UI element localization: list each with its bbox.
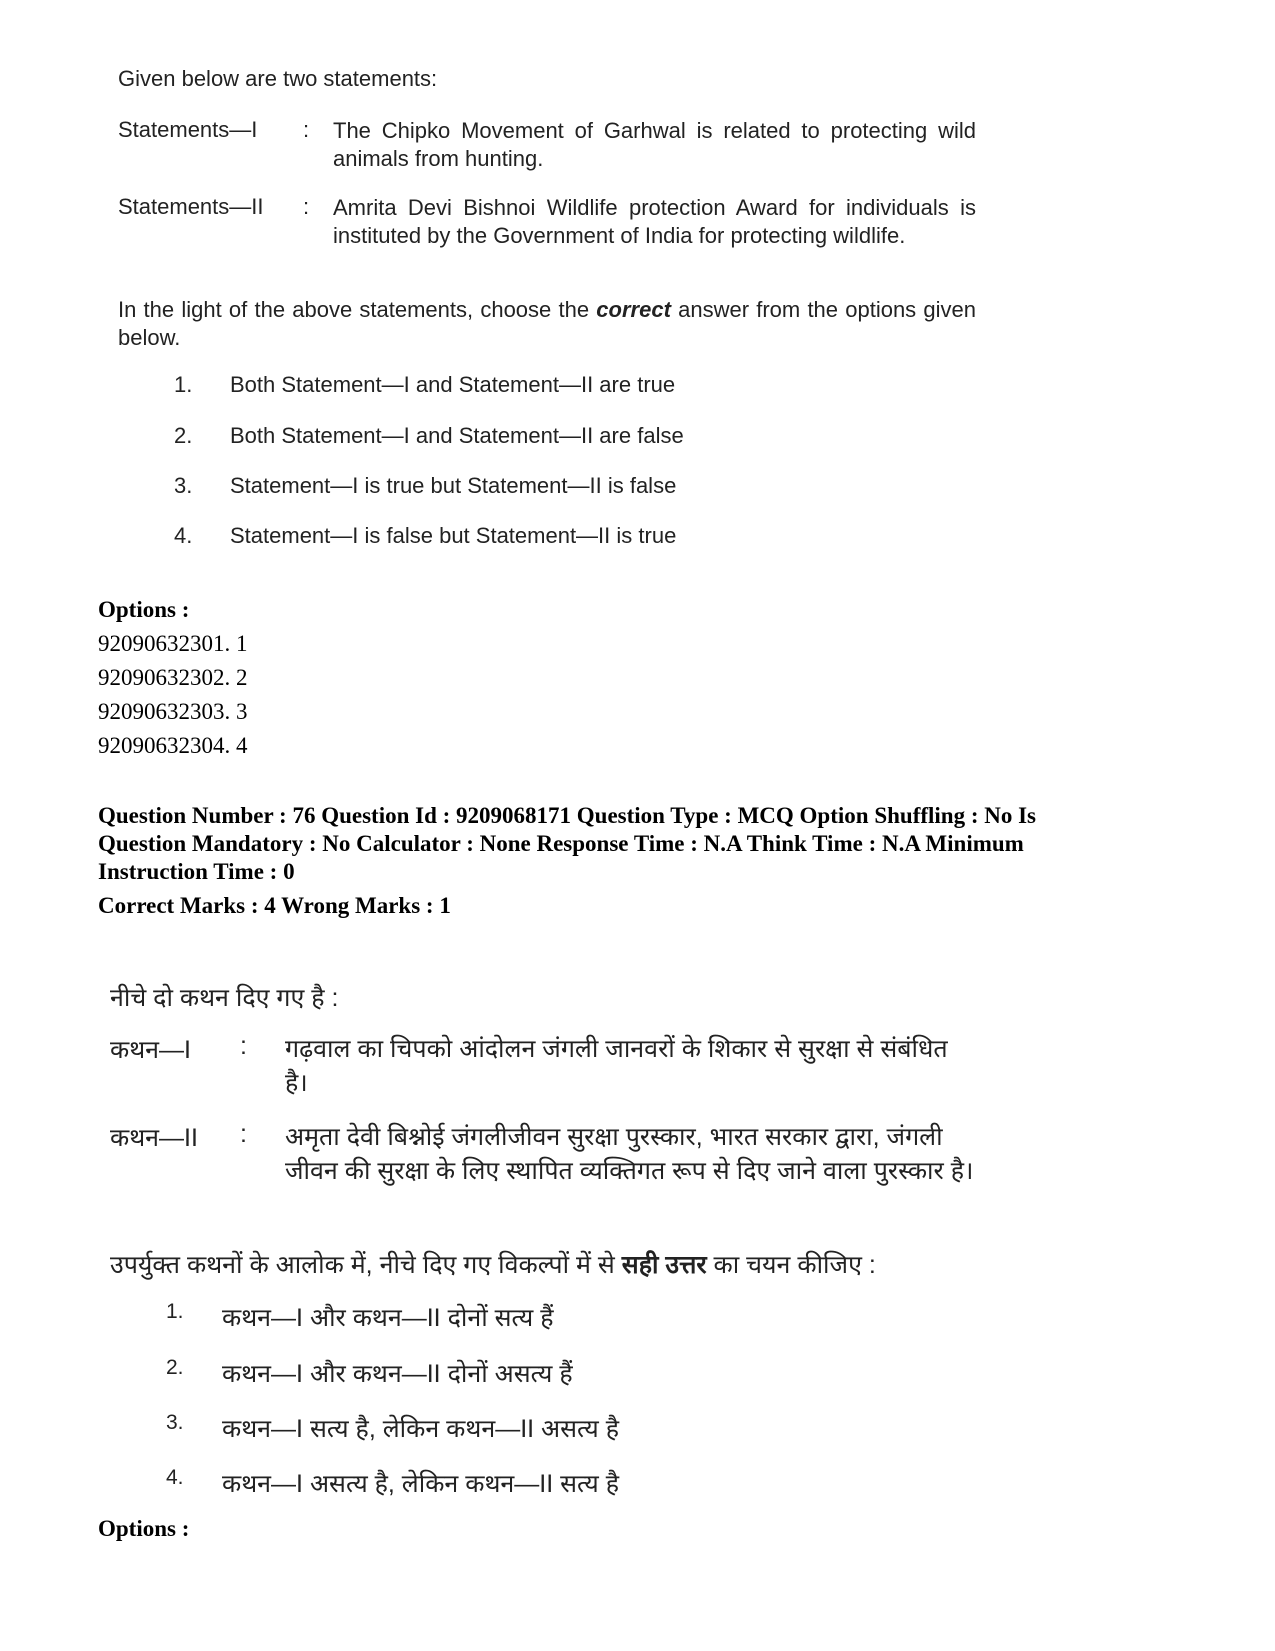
- statement-1: [118, 117, 978, 177]
- option-item: 92090632301. 1: [98, 631, 248, 656]
- meta-line: Question Mandatory : No Calculator : None Response Time : N.A Think Time : N.A Minimum: [98, 831, 1024, 856]
- question-instruction: [118, 296, 976, 352]
- statement-1: [110, 1032, 980, 1102]
- options-heading: Options :: [98, 597, 190, 622]
- meta-line: Instruction Time : 0: [98, 859, 295, 884]
- statement-2: [110, 1120, 980, 1230]
- marks-line: Correct Marks : 4 Wrong Marks : 1: [98, 893, 451, 918]
- choice-text: Both Statement—I and Statement—II are true: [230, 372, 676, 397]
- question-intro: Given below are two statements:: [118, 66, 438, 91]
- statement-colon: :: [303, 117, 310, 142]
- choice-text: Statement—I is true but Statement—II is false: [230, 473, 677, 498]
- choice-text: कथन—I सत्य है, लेकिन कथन—II असत्य है: [222, 1415, 620, 1443]
- instruction-post: answer from the options given below.: [118, 297, 976, 350]
- choice-number: 1.: [174, 372, 193, 397]
- option-item: 92090632304. 4: [98, 733, 248, 758]
- choice-number: 4.: [174, 523, 193, 548]
- statement-label: कथन—II: [110, 1124, 198, 1152]
- meta-line: Question Number : 76 Question Id : 9209068171 Question Type : MCQ Option Shuffling : No Is: [98, 803, 1037, 828]
- statement-text: गढ़वाल का चिपको आंदोलन जंगली जानवरों के शिकार से सुरक्षा से संबंधित है।: [285, 1035, 948, 1097]
- choice-text: Statement—I is false but Statement—II is true: [230, 523, 677, 548]
- option-item: 92090632302. 2: [98, 665, 248, 690]
- answer-choices: [166, 1300, 866, 1500]
- choice-number: 4.: [166, 1466, 184, 1489]
- instruction-pre: In the light of the above statements, choose the: [118, 297, 590, 322]
- instruction-pre: उपर्युक्त कथनों के आलोक में, नीचे दिए गए विकल्पों में से: [110, 1251, 615, 1279]
- statement-colon: :: [303, 194, 310, 219]
- question-meta: [98, 802, 1218, 920]
- statement-2: [118, 194, 978, 284]
- question-instruction: [110, 1247, 1110, 1281]
- statement-colon: :: [240, 1120, 247, 1148]
- choice-text: कथन—I और कथन—II दोनों सत्य हैं: [222, 1304, 554, 1332]
- option-item: 92090632303. 3: [98, 699, 248, 724]
- choice-text: Both Statement—I and Statement—II are false: [230, 423, 684, 448]
- statement-text: अमृता देवी बिश्नोई जंगलीजीवन सुरक्षा पुरस्कार, भारत सरकार द्वारा, जंगली जीवन की सुरक्षा के लिए स्थापित व्यक्तिगत रूप से दिए जाने वाला पुरस्कार है।: [285, 1123, 974, 1185]
- choice-number: 2.: [166, 1356, 184, 1379]
- choice-text: कथन—I और कथन—II दोनों असत्य हैं: [222, 1360, 573, 1388]
- answer-choices: [174, 372, 874, 572]
- options-block: [98, 596, 698, 766]
- statement-colon: :: [240, 1032, 247, 1060]
- statement-text: Amrita Devi Bishnoi Wildlife protection Award for individuals is instituted by the Government of India for protecting wildlife.: [333, 195, 976, 248]
- statement-text: The Chipko Movement of Garhwal is related to protecting wild animals from hunting.: [333, 118, 976, 171]
- choice-number: 3.: [166, 1411, 184, 1434]
- choice-text: कथन—I असत्य है, लेकिन कथन—II सत्य है: [222, 1470, 620, 1498]
- instruction-emphasis: सही उत्तर: [621, 1251, 707, 1279]
- choice-number: 3.: [174, 473, 193, 498]
- choice-number: 1.: [166, 1300, 184, 1323]
- statement-label: Statements—II: [118, 194, 264, 219]
- instruction-post: का चयन कीजिए :: [713, 1251, 876, 1279]
- options-heading-2: Options :: [98, 1516, 190, 1541]
- instruction-emphasis: correct: [596, 297, 671, 322]
- statement-label: Statements—I: [118, 117, 258, 142]
- choice-number: 2.: [174, 423, 193, 448]
- statement-label: कथन—I: [110, 1036, 191, 1064]
- question-intro: नीचे दो कथन दिए गए है :: [110, 984, 339, 1012]
